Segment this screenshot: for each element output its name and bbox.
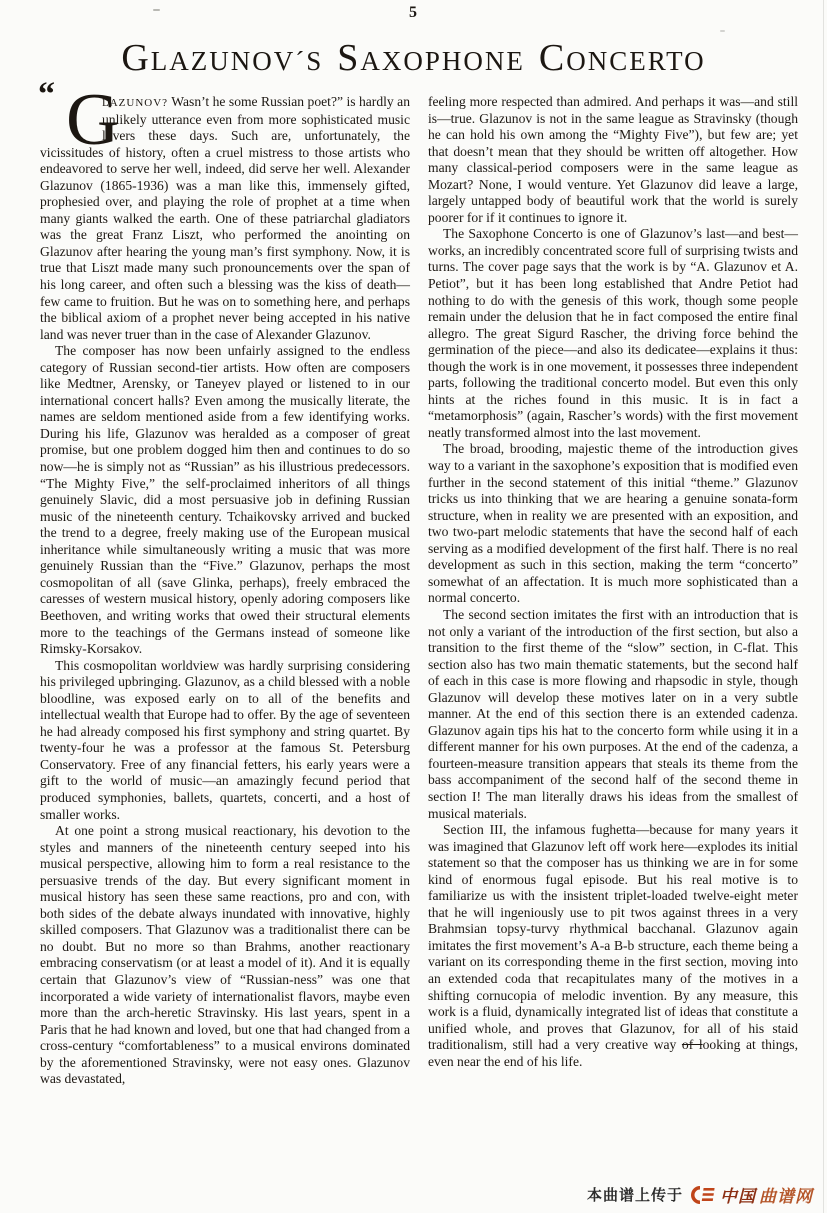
title-word: CONCERTO: [538, 37, 706, 79]
title-word: SAXOPHONE: [337, 37, 525, 79]
drop-cap-letter: G: [66, 79, 120, 161]
article-title: [0, 36, 827, 80]
lead-paragraph: “ G LAZUNOV? Wasn’t he some Russian poet?” is hardly an unlikely utterance even from more sophisticated music lovers these days. Such are, unfortunately, the vicissitudes of history, often a cruel mistress to those artists who endeavored to serve her well, indeed, did serve her well. Alexander Glazunov (1865-1936) was a man like this, immensely gifted, prophesied over, and playing the role of prophet at a time when many giants walked the earth. One of these patriarchal gladiators was the great Franz Liszt, who performed the anointing on Glazunov after hearing the young man’s first symphony. Now, it is true that Liszt made many such pronouncements over the span of his long career, and often such a blessing was the kiss of death—few came to fruition. But he was on to something here, and perhaps the biblical axiom of a prophet never being accepted in his native land was never truer than in the case of Alexander Glazunov.: [38, 76, 410, 342]
paragraph: The Saxophone Concerto is one of Glazunov’s last—and best—works, an incredibly concentrated score full of surprising twists and turns. The cover page says that the work is by “A. Glazunov et A. Petiot”, but it has been long established that Andre Petiot had nothing to do with the genesis of this work, though some people remain under the delusion that he in fact composed the entire final allegro. The great Sigurd Rascher, the driving force behind the germination of the piece—and also its dedicatee—explains it thus: though the work is in one movement, it possesses three independent parts, following the traditional concerto model. But even this only hints at the riches found in this music. It is in fact a “metamorphosis” (again, Rascher’s words) with the first movement neatly transformed almost into the last movement.: [428, 226, 798, 440]
paragraph: The composer has now been unfairly assigned to the endless category of Russian second-tier artists. How often are composers like Medtner, Arensky, or Taneyev played or listened to in our international concert halls? Even among the musically literate, the names are seldom mentioned aside from a few identifying works. During his life, Glazunov was heralded as a composer of great promise, but one problem dogged him then and continues to do so now—he is simply not as “Russian” as his illustrious predecessors. “The Mighty Five,” the self-proclaimed inheritors of all things genuinely Slavic, did a most persuasive job in defining Russian music of the nineteenth century. Tchaikovsky arrived and bucked the trend to a degree, freely making use of the European musical inheritance while simultaneously writing a music that was more genuinely Russian than the “Five.” Glazunov, perhaps the most cosmopolitan of all (save Glinka, perhaps), freely embraced the caresses of western musical history, openly adoring composers like Beethoven, and writing works that owed their structural elements more to the teachings of the Germans instead of someone like Rimsky-Korsakov.: [40, 343, 410, 657]
paragraph: This cosmopolitan worldview was hardly surprising considering his privileged upbringing. Glazunov, as a child blessed with a noble bloodline, was exposed early on to all of the benefits and intellectual wealth that Europe had to offer. By the age of seventeen he had already composed his first symphony and string quartet. By twenty-four he was a professor at the famous St. Petersburg Conservatory. Free of any financial fetters, his early years were a gift to the world of music—an amazingly fecund period that produced symphonies, ballets, quartets, concerti, and a host of smaller works.: [40, 657, 410, 822]
site-logo-text-primary: 中国: [720, 1187, 756, 1206]
music-site-logo-icon: [690, 1185, 717, 1205]
title-word: GLAZUNOV´S: [121, 37, 324, 79]
left-column: [38, 76, 410, 1088]
paragraph: feeling more respected than admired. And perhaps it was—and still is—true. Glazunov is not in the same league as Stravinsky (though he can hold his own among the “Mighty Five”), but few are; yet that doesn’t mean that they should be written off altogether. How many classical-period composers were in the same league as Mozart? None, I would venture. Yet Glazunov did leave a large, largely untapped body of beautiful work that the world is surely poorer for if it continues to ignore it.: [428, 94, 798, 225]
scan-speck: [720, 30, 725, 32]
article-body: [38, 76, 798, 1088]
scan-edge-line: [823, 0, 824, 1213]
small-caps-text: LAZUNOV?: [102, 97, 169, 109]
paragraph: At one point a strong musical reactionary, his devotion to the styles and manners of the nineteenth century seeped into his musical perspective, allowing him to form a real resistance to the persuasive trends of the day. But every significant moment in musical history has seen these same reactions, pro and con, with both sides of the debate always inundated with innovative, highly skilled composers. That Glazunov was a traditionalist there can be no doubt. But no more so than Brahms, another reactionary embracing conservatism (or at least a model of it). And it is equally certain that Glazunov’s view of “Russian-ness” was one that incorporated a wide variety of internationalist flavors, maybe even more than the arch-heretic Stravinsky. His last years, spent in a Paris that he had known and loved, but one that had changed from a cross-century “comfortableness” to a musical environs dominated by the aforementioned Stravinsky, were not easy ones. Glazunov was devastated,: [40, 823, 410, 1087]
drop-cap: [38, 76, 120, 161]
right-column: [428, 94, 798, 1088]
strikethrough-text: of l: [681, 1037, 703, 1053]
paragraph: Section III, the infamous fughetta—because for many years it was imagined that Glazunov left off work here—explodes its initial statement so that the composer has us thinking we are in for some kind of enormous fugal episode. But his real motive is to familiarize us with the insistent triplet-loaded twelve-eight meter that he will ingeniously use to pit twos against threes in a very Brahmsian topsy-turvy rhythmical bacchanal. Glazunov again imitates the first movement’s A-a B-b structure, each theme being a variant on its corresponding theme in the first section, moving into an extended coda that recapitulates many of the motives in a shifting cornucopia of melodic invention. By any measure, this work is a fluid, dynamically integrated list of ideas that constitute a unified whole, and proves that Glazunov, for all of his staid traditionalism, still had a very creative way of looking at things, even near the end of his life.: [428, 822, 798, 1069]
paragraph: The broad, brooding, majestic theme of the introduction gives way to a variant in the saxophone’s exposition that is modified even further in the second statement of this initial “theme.” Glazunov tricks us into thinking that we are hearing a genuine sonata-form structure, when in reality we are presented with an exposition, and two two-part melodic statements that have the second half of each serving as a modified development of the first half. There is no real development as such in this section, making the term “concerto” somewhat of an affectation. It is much more sophisticated than a normal concerto.: [428, 441, 798, 606]
open-quote-mark: “: [38, 76, 51, 113]
site-logo-text-secondary: 曲谱网: [759, 1187, 813, 1206]
paragraph: The second section imitates the first with an introduction that is not only a variant of the introduction of the first section, but also a transition to the first theme of the “slow” section, in C-flat. This section also has two main thematic statements, but the second half of each in this case is more flowing and rhapsodic in style, though Glazunov will develop these motives later on in a very subtle manner. At the end of this section there is an extended cadenza. Glazunov again tips his hat to the concerto form while using it in a different manner for his own purposes. At the end of the cadenza, a fourteen-measure transition appears that steals its theme from the bass accompaniment of the second half of the second theme in section I! The man literally draws his ideas from the smallest of musical materials.: [428, 606, 798, 821]
watermark: [587, 1182, 813, 1207]
site-logo: [690, 1182, 813, 1207]
watermark-label: 本曲谱上传于: [586, 1187, 683, 1204]
page-number: 5: [409, 4, 418, 21]
